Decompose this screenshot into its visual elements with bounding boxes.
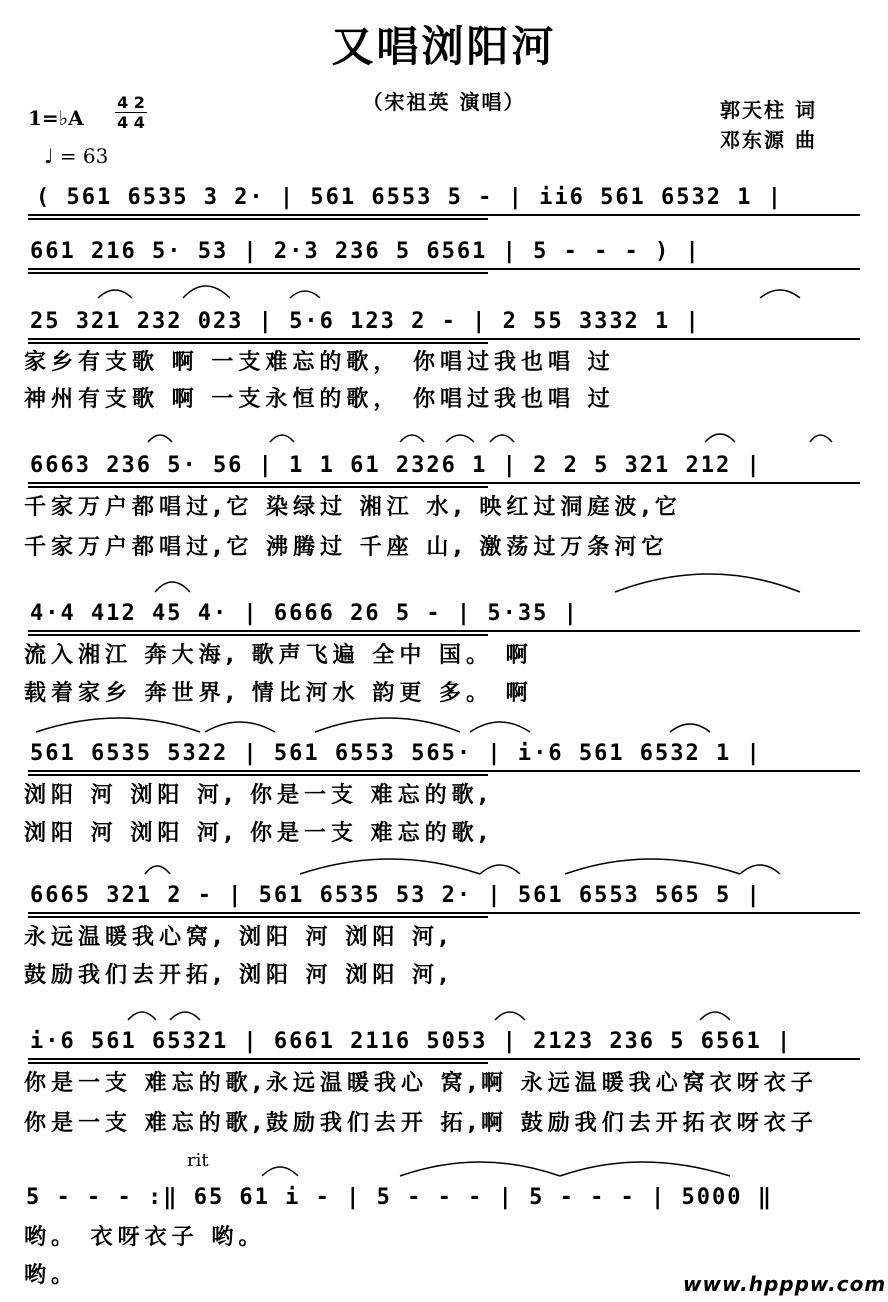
beam-lines bbox=[0, 630, 888, 638]
staff-line-9 bbox=[0, 1178, 888, 1222]
beam-lines bbox=[0, 912, 888, 920]
beam-lines bbox=[0, 482, 888, 490]
lyric-verse-1: 家乡有支歌 啊 一支难忘的歌， 你唱过我也唱 过 bbox=[24, 350, 615, 375]
composer-credit: 邓东源 曲 bbox=[720, 128, 817, 152]
staff-line-8 bbox=[0, 1022, 888, 1066]
lyric-verse-2: 鼓励我们去开拓, 浏阳 河 浏阳 河, bbox=[24, 963, 453, 988]
slur-marks bbox=[0, 1154, 888, 1178]
notation: 5 - - - :‖ 65 61 i - | 5 - - - | 5 - - - | 5000 ‖ bbox=[26, 1185, 774, 1210]
lyric-verse-1: 流入湘江 奔大海, 歌声飞遍 全中 国。 啊 bbox=[24, 643, 533, 668]
time-signature-bottom: 4 4 bbox=[117, 113, 145, 132]
lyric-verse-1: 哟。 衣呀衣子 哟。 bbox=[24, 1225, 266, 1250]
beam-lines bbox=[0, 268, 888, 276]
lyric-verse-1: 浏阳 河 浏阳 河, 你是一支 难忘的歌, bbox=[24, 783, 493, 808]
lyric-verse-2: 千家万户都唱过,它 沸腾过 千座 山, 激荡过万条河它 bbox=[24, 535, 669, 560]
slur-marks bbox=[0, 710, 888, 734]
lyric-verse-2: 浏阳 河 浏阳 河, 你是一支 难忘的歌, bbox=[24, 821, 493, 846]
staff-line-4 bbox=[0, 446, 888, 490]
notation: 6665 321 2 - | 561 6535 53 2· | 561 6553 565 5 | bbox=[30, 883, 762, 908]
lyric-verse-2: 载着家乡 奔世界, 情比河水 韵更 多。 啊 bbox=[24, 681, 533, 706]
slur-marks bbox=[0, 570, 888, 594]
lyric-verse-1: 永远温暖我心窝, 浏阳 河 浏阳 河, bbox=[24, 925, 453, 950]
slur-marks bbox=[0, 852, 888, 876]
time-signature-top: 4 2 bbox=[117, 93, 145, 112]
staff-line-1 bbox=[0, 178, 888, 222]
performer-credit: （宋祖英 演唱） bbox=[362, 90, 526, 114]
slur-marks bbox=[0, 422, 888, 446]
lyric-verse-1: 千家万户都唱过,它 染绿过 湘江 水, 映红过洞庭波,它 bbox=[24, 495, 682, 520]
song-title: 又唱浏阳河 bbox=[331, 22, 557, 71]
notation: 661 216 5· 53 | 2·3 236 5 6561 | 5 - - - ) | bbox=[30, 239, 701, 264]
staff-line-2 bbox=[0, 232, 888, 276]
staff-line-6 bbox=[0, 734, 888, 778]
lyric-verse-2: 你是一支 难忘的歌,鼓励我们去开 拓,啊 鼓励我们去开拓衣呀衣子 bbox=[24, 1111, 818, 1136]
ritardando-marking: rit bbox=[187, 1150, 209, 1171]
lyricist-credit: 郭天柱 词 bbox=[720, 98, 817, 122]
notation: ( 561 6535 3 2· | 561 6553 5 - | ii6 561 6532 1 | bbox=[36, 185, 784, 210]
lyric-verse-1: 你是一支 难忘的歌,永远温暖我心 窝,啊 永远温暖我心窝衣呀衣子 bbox=[24, 1071, 818, 1096]
beam-lines bbox=[0, 214, 888, 222]
beam-lines bbox=[0, 770, 888, 778]
tempo-marking: ♩ = 63 bbox=[44, 144, 109, 168]
lyric-verse-2: 哟。 bbox=[24, 1263, 79, 1288]
beam-lines bbox=[0, 1058, 888, 1066]
slur-marks bbox=[0, 998, 888, 1022]
watermark: www.hpppw.com bbox=[683, 1272, 887, 1296]
staff-line-7 bbox=[0, 876, 888, 920]
notation: 6663 236 5· 56 | 1 1 61 2326 1 | 2 2 5 321 212 | bbox=[30, 453, 762, 478]
slur-marks bbox=[0, 278, 888, 302]
lyric-verse-2: 神州有支歌 啊 一支永恒的歌， 你唱过我也唱 过 bbox=[24, 387, 615, 412]
notation: 25 321 232 023 | 5·6 123 2 - | 2 55 3332 1 | bbox=[30, 309, 701, 334]
staff-line-5 bbox=[0, 594, 888, 638]
time-signature bbox=[111, 94, 151, 131]
notation: i·6 561 65321 | 6661 2116 5053 | 2123 236 5 6561 | bbox=[30, 1029, 793, 1054]
key-signature: 1=♭A bbox=[28, 106, 84, 130]
staff-line-3 bbox=[0, 302, 888, 346]
notation: 4·4 412 45 4· | 6666 26 5 - | 5·35 | bbox=[30, 601, 579, 626]
notation: 561 6535 5322 | 561 6553 565· | i·6 561 6532 1 | bbox=[30, 741, 762, 766]
